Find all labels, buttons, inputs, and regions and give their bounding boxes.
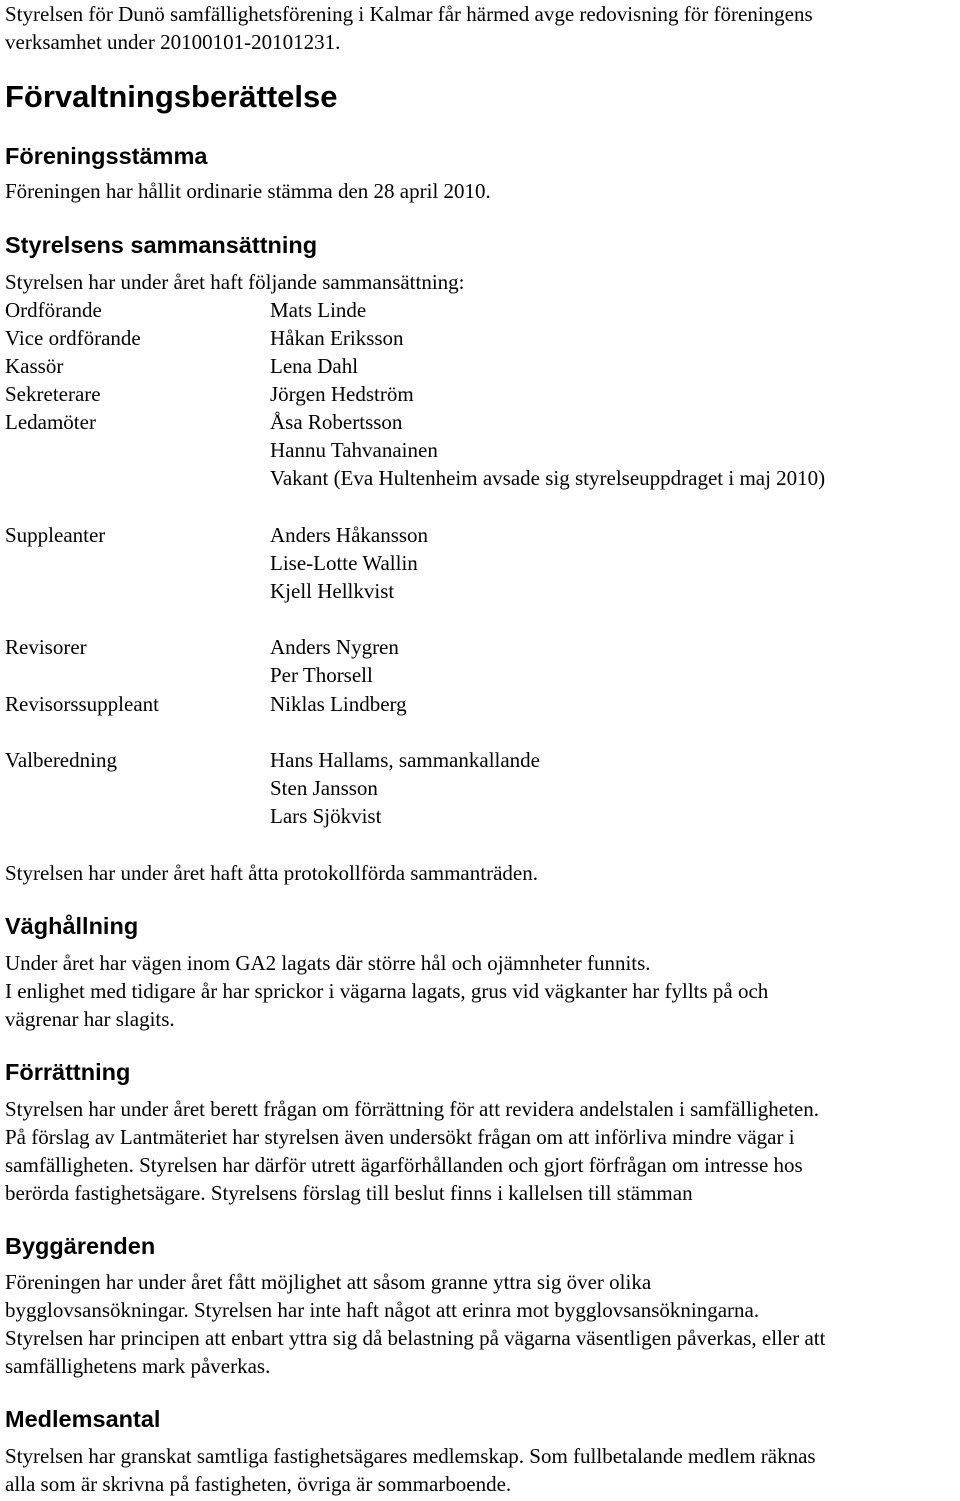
- byggarenden-paragraph: [5, 1268, 960, 1380]
- paragraph-line: samfällighetens mark påverkas.: [5, 1354, 271, 1378]
- role-label: Ledamöter: [5, 410, 96, 434]
- paragraph-line: vägrenar har slagits.: [5, 1007, 175, 1031]
- paragraph-line: bygglovsansökningar. Styrelsen har inte haft något att erinra mot bygglovsansökningarna.: [5, 1298, 760, 1322]
- meetings-text: Styrelsen har under året haft åtta protokollförda sammanträden.: [5, 861, 538, 885]
- document-title: Förvaltningsberättelse: [5, 79, 338, 114]
- role-label: Kassör: [5, 354, 64, 378]
- paragraph-line: På förslag av Lantmäteriet har styrelsen även undersökt frågan om att införliva mindre vägar i: [5, 1125, 795, 1149]
- styrelse-intro: Styrelsen har under året haft följande sammansättning:: [5, 270, 465, 294]
- member-name: Lars Sjökvist: [270, 804, 382, 828]
- section-heading-styrelse: Styrelsens sammansättning: [5, 232, 318, 258]
- role-label: Sekreterare: [5, 382, 101, 406]
- member-name: Anders Håkansson: [270, 523, 429, 547]
- paragraph-line: alla som är skrivna på fastigheten, övriga är sommarboende.: [5, 1472, 512, 1496]
- paragraph-line: Styrelsen har under året berett frågan om förrättning för att revidera andelstalen i samfälligheten.: [5, 1097, 819, 1121]
- member-name: Vakant (Eva Hultenheim avsade sig styrelseuppdraget i maj 2010): [270, 466, 826, 490]
- role-label: Revisorer: [5, 635, 87, 659]
- member-name: Hans Hallams, sammankallande: [270, 748, 541, 772]
- section-heading-forrattning: Förrättning: [5, 1059, 131, 1085]
- member-name: Jörgen Hedström: [270, 382, 414, 406]
- member-name: Åsa Robertsson: [270, 410, 403, 434]
- section-heading-byggarenden: Byggärenden: [5, 1233, 156, 1259]
- intro-line: verksamhet under 20100101-20101231.: [5, 30, 341, 54]
- paragraph-line: Styrelsen har principen att enbart yttra sig då belastning på vägarna väsentligen påverkas, eller att: [5, 1326, 826, 1350]
- member-name: Per Thorsell: [270, 663, 373, 687]
- paragraph-line: berörda fastighetsägare. Styrelsens förslag till beslut finns i kallelsen till stämman: [5, 1181, 693, 1205]
- role-label: Valberedning: [5, 748, 117, 772]
- member-name: Niklas Lindberg: [270, 692, 407, 716]
- paragraph-line: samfälligheten. Styrelsen har därför utrett ägarförhållanden och gjort förfrågan om intresse hos: [5, 1153, 803, 1177]
- member-name: Lise-Lotte Wallin: [270, 551, 418, 575]
- medlemsantal-paragraph: [5, 1442, 960, 1498]
- paragraph-line: Styrelsen har granskat samtliga fastighetsägares medlemskap. Som fullbetalande medlem räknas: [5, 1444, 816, 1468]
- member-name: Lena Dahl: [270, 354, 359, 378]
- role-label: Suppleanter: [5, 523, 106, 547]
- vaghallning-paragraph: [5, 949, 960, 1033]
- member-name: Håkan Eriksson: [270, 326, 404, 350]
- member-name: Hannu Tahvanainen: [270, 438, 438, 462]
- intro-paragraph: [5, 0, 960, 56]
- paragraph-line: I enlighet med tidigare år har sprickor i vägarna lagats, grus vid vägkanter har fyllts på och: [5, 979, 769, 1003]
- section-heading-foreningsstamma: Föreningsstämma: [5, 143, 208, 169]
- role-label: Vice ordförande: [5, 326, 141, 350]
- forrattning-paragraph: [5, 1095, 960, 1207]
- foreningsstamma-text: Föreningen har hållit ordinarie stämma den 28 april 2010.: [5, 179, 491, 203]
- section-heading-vaghallning: Väghållning: [5, 913, 139, 939]
- role-label: Revisorssuppleant: [5, 692, 159, 716]
- section-heading-medlemsantal: Medlemsantal: [5, 1406, 161, 1432]
- member-name: Mats Linde: [270, 298, 367, 322]
- intro-line: Styrelsen för Dunö samfällighetsförening i Kalmar får härmed avge redovisning för föreningens: [5, 2, 813, 26]
- role-label: Ordförande: [5, 298, 102, 322]
- member-name: Kjell Hellkvist: [270, 579, 395, 603]
- member-name: Anders Nygren: [270, 635, 399, 659]
- member-name: Sten Jansson: [270, 776, 378, 800]
- paragraph-line: Under året har vägen inom GA2 lagats där större hål och ojämnheter funnits.: [5, 951, 651, 975]
- paragraph-line: Föreningen har under året fått möjlighet att såsom granne yttra sig över olika: [5, 1270, 652, 1294]
